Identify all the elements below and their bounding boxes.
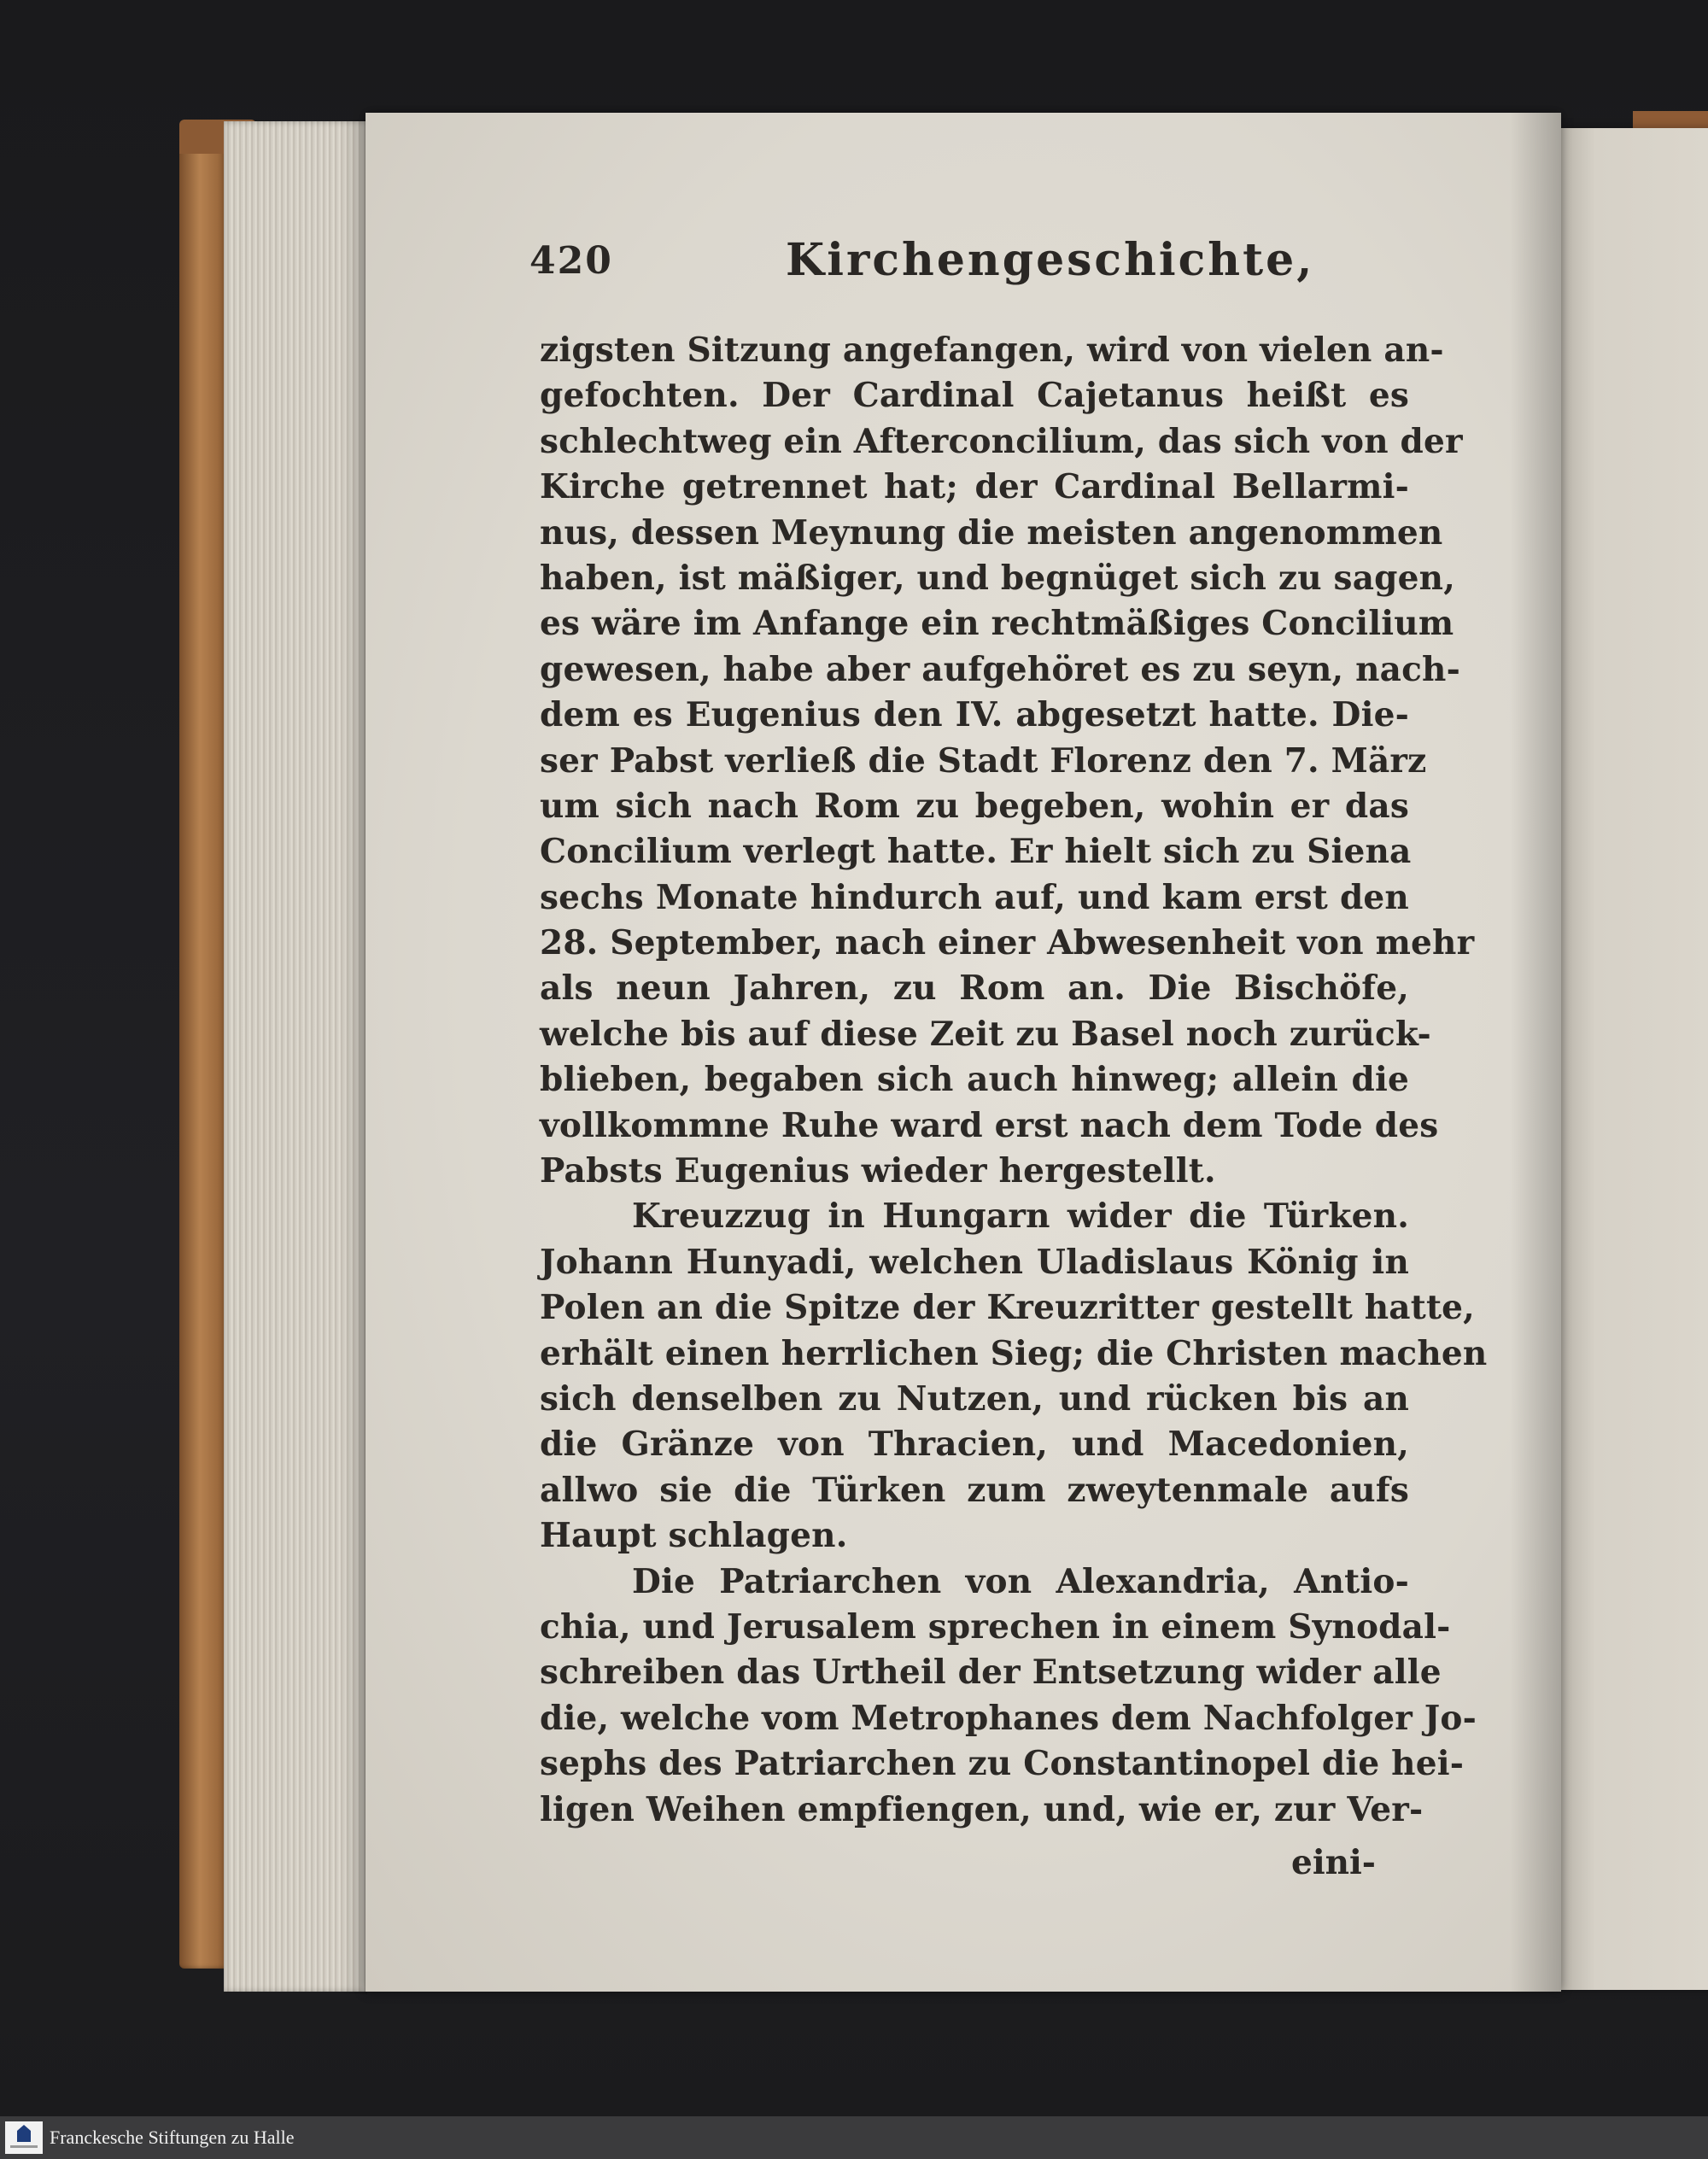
facing-page bbox=[1561, 128, 1708, 1990]
page-number: 420 bbox=[529, 239, 613, 283]
text-line: haben, ist mäßiger, und begnüget sich zu sagen, bbox=[540, 558, 1455, 598]
text-line: 28. September, nach einer Abwesenheit von mehr bbox=[540, 923, 1475, 963]
logo-mark bbox=[17, 2125, 31, 2142]
text-line: schlechtweg ein Afterconcilium, das sich von der bbox=[540, 421, 1463, 461]
text-line: sechs Monate hindurch auf, und kam erst den bbox=[540, 877, 1409, 917]
text-line: vollkommne Ruhe ward erst nach dem Tode des bbox=[540, 1105, 1439, 1145]
text-line: schreiben das Urtheil der Entsetzung wider alle bbox=[540, 1653, 1442, 1693]
text-line: die Gränze von Thracien, und Macedonien, bbox=[540, 1425, 1409, 1465]
text-line: Kirche getrennet hat; der Cardinal Bellarmi- bbox=[540, 467, 1409, 507]
page-body bbox=[540, 328, 1488, 1833]
text-line: sephs des Patriarchen zu Constantinopel die hei- bbox=[540, 1744, 1465, 1784]
text-line: dem es Eugenius den IV. abgesetzt hatte. Die- bbox=[540, 695, 1409, 735]
text-line: zigsten Sitzung angefangen, wird von vielen an- bbox=[540, 331, 1444, 370]
text-line: erhält einen herrlichen Sieg; die Christen machen bbox=[540, 1333, 1488, 1373]
page-edges-shadow bbox=[342, 120, 367, 1994]
text-line: allwo sie die Türken zum zweytenmale aufs bbox=[540, 1470, 1409, 1510]
text-line: Haupt schlagen. bbox=[540, 1516, 848, 1556]
page-gutter bbox=[1510, 113, 1561, 1992]
text-line: Concilium verlegt hatte. Er hielt sich zu Siena bbox=[540, 832, 1412, 872]
text-line: um sich nach Rom zu begeben, wohin er das bbox=[540, 786, 1409, 826]
text-line: ser Pabst verließ die Stadt Florenz den 7. März bbox=[540, 740, 1427, 781]
text-line: ligen Weihen empfiengen, und, wie er, zur Ver- bbox=[540, 1789, 1424, 1829]
text-line: Polen an die Spitze der Kreuzritter gestellt hatte, bbox=[540, 1288, 1475, 1328]
text-line: Pabsts Eugenius wieder hergestellt. bbox=[540, 1151, 1216, 1191]
text-line: nus, dessen Meynung die meisten angenommen bbox=[540, 512, 1443, 553]
institution-name: Franckesche Stiftungen zu Halle bbox=[50, 2127, 295, 2148]
text-line: blieben, begaben sich auch hinweg; allein die bbox=[540, 1060, 1409, 1100]
text-line: welche bis auf diese Zeit zu Basel noch zurück- bbox=[540, 1014, 1431, 1054]
text-line: chia, und Jerusalem sprechen in einem Synodal- bbox=[540, 1606, 1451, 1647]
running-head: Kirchengeschichte, bbox=[786, 234, 1315, 286]
paragraph-heading: Kreuzzug in Hungarn wider die Türken. bbox=[632, 1197, 1409, 1237]
institution-logo-icon[interactable] bbox=[5, 2121, 43, 2154]
text-line: sich denselben zu Nutzen, und rücken bis an bbox=[540, 1378, 1409, 1419]
text-line: Die Patriarchen von Alexandria, Antio- bbox=[632, 1561, 1409, 1601]
text-line: als neun Jahren, zu Rom an. Die Bischöfe, bbox=[540, 968, 1409, 1009]
text-line: gewesen, habe aber aufgehöret es zu seyn, nach- bbox=[540, 649, 1460, 689]
viewer-footer bbox=[0, 2116, 1708, 2159]
catchword: eini- bbox=[1291, 1843, 1376, 1882]
text-line: Johann Hunyadi, welchen Uladislaus König in bbox=[540, 1242, 1409, 1282]
page-header bbox=[529, 234, 1409, 299]
text-line: gefochten. Der Cardinal Cajetanus heißt es bbox=[540, 376, 1409, 416]
text-line: es wäre im Anfange ein rechtmäßiges Concilium bbox=[540, 604, 1454, 644]
book-cover bbox=[179, 124, 231, 1969]
text-line: die, welche vom Metrophanes dem Nachfolger Jo- bbox=[540, 1698, 1477, 1738]
logo-bar bbox=[10, 2145, 38, 2148]
